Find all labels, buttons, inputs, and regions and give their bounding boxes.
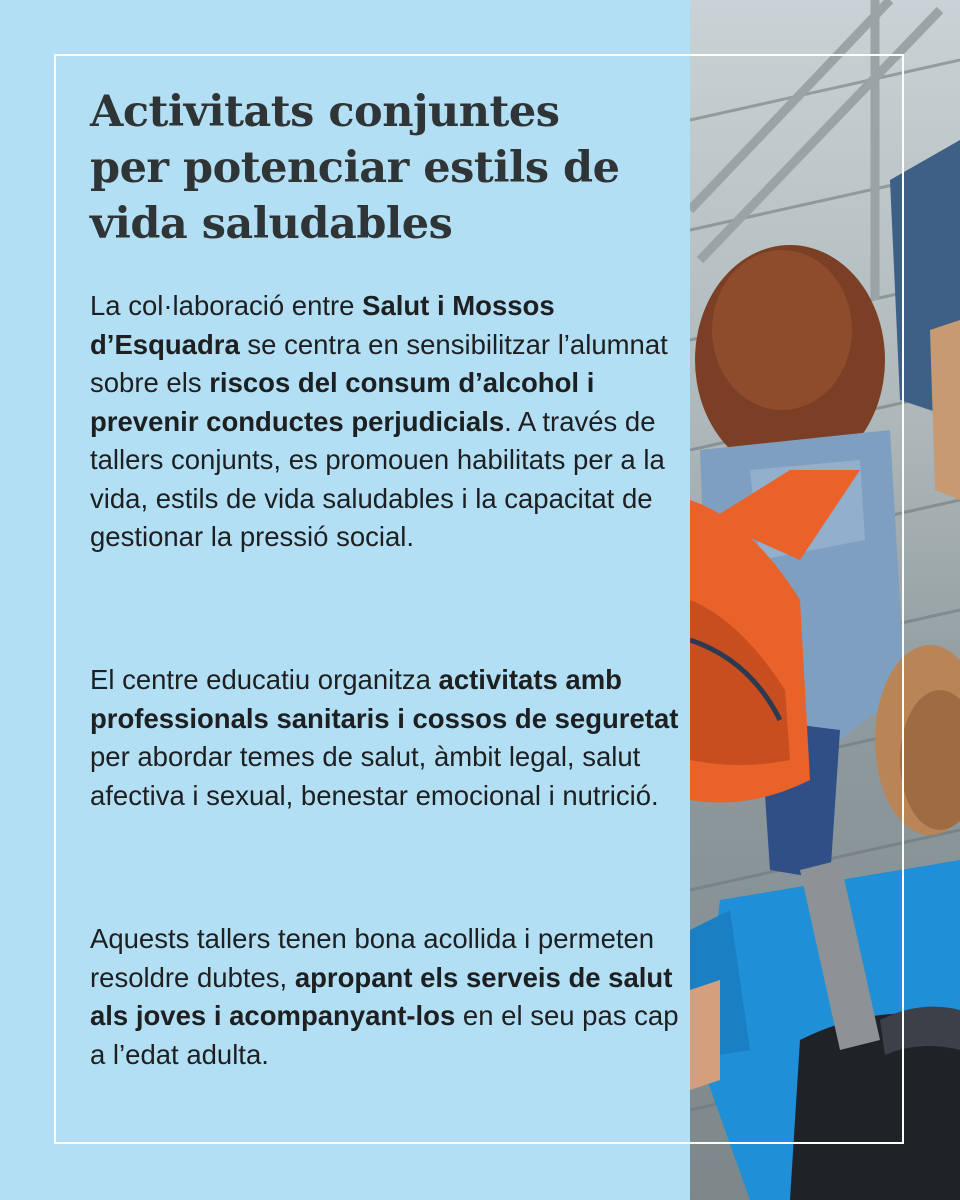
paragraph-activities [90, 661, 680, 815]
paragraph-1-highlight: riscos del consum d’alcohol i prevenir conductes perjudicials [90, 367, 595, 437]
paragraph-2-highlight: activitats amb professionals sanitaris i cossos de seguretat [90, 664, 679, 734]
paragraph-collaboration [90, 287, 680, 557]
title-line-3: vida saludables [90, 199, 453, 249]
paragraph-workshops [90, 920, 680, 1074]
students-photo [690, 0, 960, 1200]
paragraph-1-highlight: Salut i Mossos d’Esquadra [90, 290, 555, 360]
paragraph-3-text: Aquests tallers tenen bona acollida i permeten resoldre dubtes, [90, 923, 655, 993]
paragraph-2-text: El centre educatiu organitza [90, 664, 439, 695]
paragraph-2-text: per abordar temes de salut, àmbit legal, salut afectiva i sexual, benestar emocional i nutrició. [90, 741, 659, 811]
paragraph-1-text: se centra en sensibilitzar l’alumnat sobre els [90, 328, 668, 398]
title-line-1: Activitats conjuntes [90, 87, 560, 137]
students-walking-stairs-photo [690, 0, 960, 1200]
paragraph-1-text: La col·laboració entre [90, 290, 363, 321]
page-title [90, 84, 670, 252]
title-line-2: per potenciar estils de [90, 143, 620, 193]
paragraph-3-text: en el seu pas cap a l’edat adulta. [90, 1000, 679, 1070]
paragraph-3-highlight: apropant els serveis de salut als joves i acompanyant-los [90, 961, 673, 1031]
paragraph-1-text: . A través de tallers conjunts, es promouen habilitats per a la vida, estils de vida saludables i la capacitat de gestionar la pressió social. [90, 405, 665, 552]
